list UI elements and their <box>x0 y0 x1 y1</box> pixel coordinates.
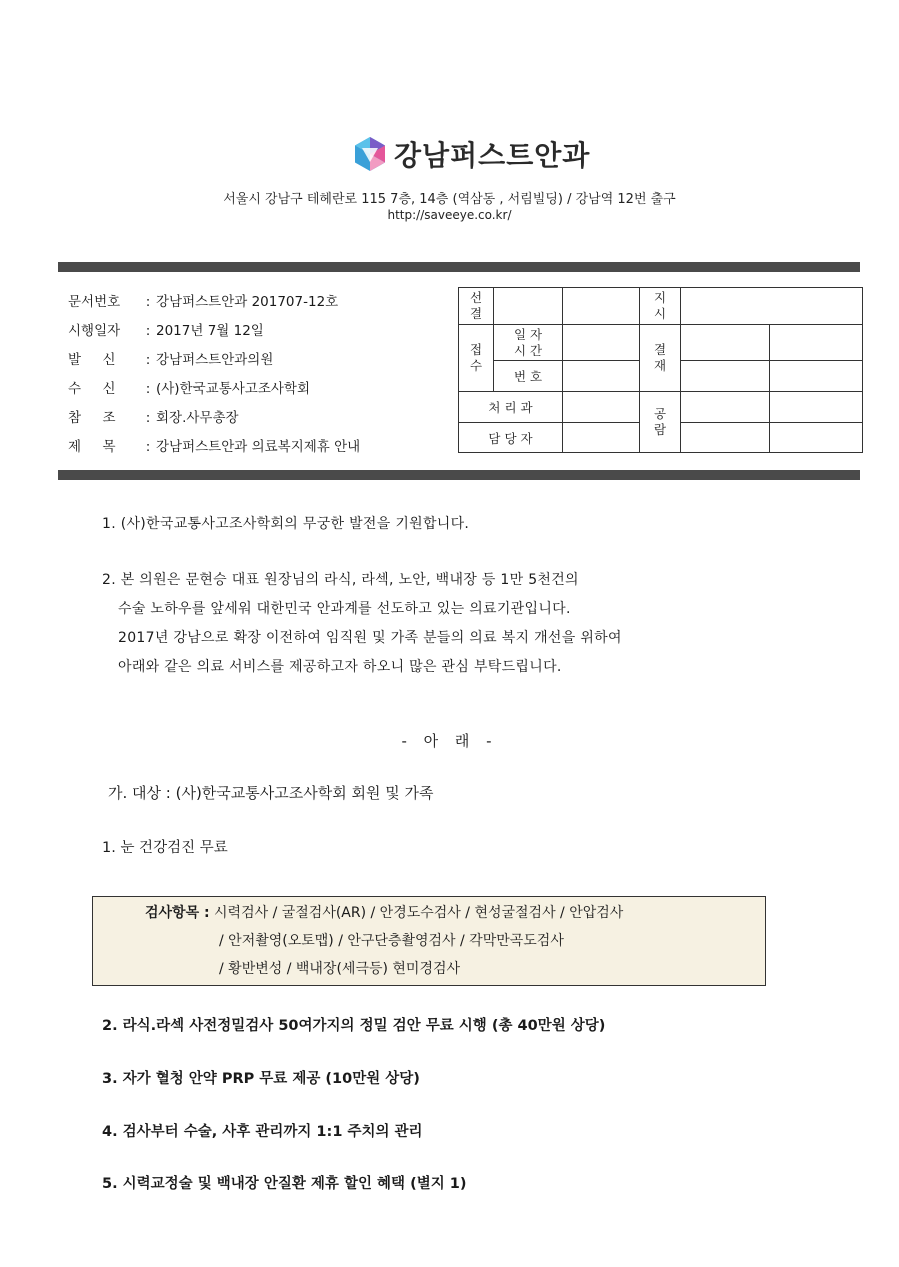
paragraph-2: 2. 본 의원은 문현승 대표 원장님의 라식, 라섹, 노안, 백내장 등 1만 5천건의 수술 노하우를 앞세워 대한민국 안과계를 선도하고 있는 의료기관입니다. 2017년 강남으로 확장 이전하여 임직원 및 가족 분들의 의료 복지 개선을 위하여 아래와 같은 의료 서비스를 제공하고자 하오니 많은 관심 부탁드립니다. <box>102 572 622 675</box>
exam-items-line-3: / 황반변성 / 백내장(세극등) 현미경검사 <box>219 961 461 977</box>
item-5: 5. 시력교정술 및 백내장 안질환 제휴 할인 혜택 (별지 1) <box>102 1176 467 1192</box>
info-row-date: 시행일자 : 2017년 7월 12일 <box>68 323 264 339</box>
item-1: 1. 눈 건강검진 무료 <box>102 840 228 856</box>
damdangja-cell <box>563 423 640 453</box>
clinic-url: http://saveeye.co.kr/ <box>387 208 512 222</box>
notice-title: - 아 래 - <box>401 732 498 750</box>
exam-items-line-2: / 안저촬영(오토맵) / 안구단층촬영검사 / 각막만곡도검사 <box>219 933 564 949</box>
info-row-subject: 제 목 : 강남퍼스트안과 의료복지제휴 안내 <box>68 439 361 455</box>
bottom-divider <box>58 470 860 480</box>
gongnam-label: 공 람 <box>640 392 681 453</box>
logo-text: 강남퍼스트안과 <box>394 139 591 172</box>
cheorigwa-label: 처 리 과 <box>459 392 563 423</box>
gyeoljae-cell-1 <box>681 325 770 361</box>
document-info <box>68 288 448 462</box>
clinic-address: 서울시 강남구 테헤란로 115 7층, 14층 (역삼동 , 서림빌딩) / 강남역 12번 출구 <box>223 192 676 207</box>
gyeoljae-cell-2 <box>770 325 863 361</box>
exam-items-box <box>92 896 766 986</box>
exam-items-line-1: 시력검사 / 굴절검사(AR) / 안경도수검사 / 현성굴절검사 / 안압검사 <box>214 905 624 921</box>
jeopsu-label: 접 수 <box>459 325 494 392</box>
beonho-label: 번 호 <box>494 361 563 392</box>
seongyeol-cell-2 <box>563 288 640 325</box>
jisi-cell <box>681 288 863 325</box>
seongyeol-label: 선 결 <box>459 288 494 325</box>
gyeoljae-cell-4 <box>770 361 863 392</box>
gongnam-cell-3 <box>681 423 770 453</box>
top-divider <box>58 262 860 272</box>
clinic-logo <box>350 132 610 176</box>
paragraph-1: 1. (사)한국교통사고조사학회의 무궁한 발전을 기원합니다. <box>102 516 470 532</box>
gyeoljae-cell-3 <box>681 361 770 392</box>
beonho-cell <box>563 361 640 392</box>
item-2: 2. 라식.라섹 사전정밀검사 50여가지의 정밀 검안 무료 시행 (총 40만원 상당) <box>102 1018 606 1034</box>
gyeoljae-label: 결 재 <box>640 325 681 392</box>
info-row-recipient: 수 신 : (사)한국교통사고조사학회 <box>68 381 310 397</box>
seongyeol-cell-1 <box>494 288 563 325</box>
ilja-sigan-label: 일 자 시 간 <box>494 325 563 361</box>
hexagon-logo-icon <box>350 134 390 174</box>
damdangja-label: 담 당 자 <box>459 423 563 453</box>
approval-table <box>458 287 863 453</box>
section-target: 가. 대상 : (사)한국교통사고조사학회 회원 및 가족 <box>108 784 434 802</box>
info-row-doc-number: 문서번호 : 강남퍼스트안과 201707-12호 <box>68 294 339 310</box>
info-row-sender: 발 신 : 강남퍼스트안과의원 <box>68 352 274 368</box>
item-3: 3. 자가 혈청 안약 PRP 무료 제공 (10만원 상당) <box>102 1071 420 1087</box>
gongnam-cell-4 <box>770 423 863 453</box>
gongnam-cell-2 <box>770 392 863 423</box>
gongnam-cell-1 <box>681 392 770 423</box>
exam-items-label: 검사항목 : <box>145 905 210 921</box>
item-4: 4. 검사부터 수술, 사후 관리까지 1:1 주치의 관리 <box>102 1124 423 1140</box>
cheorigwa-cell <box>563 392 640 423</box>
info-row-reference: 참 조 : 회장.사무총장 <box>68 410 239 426</box>
jisi-label: 지 시 <box>640 288 681 325</box>
ilja-sigan-cell <box>563 325 640 361</box>
